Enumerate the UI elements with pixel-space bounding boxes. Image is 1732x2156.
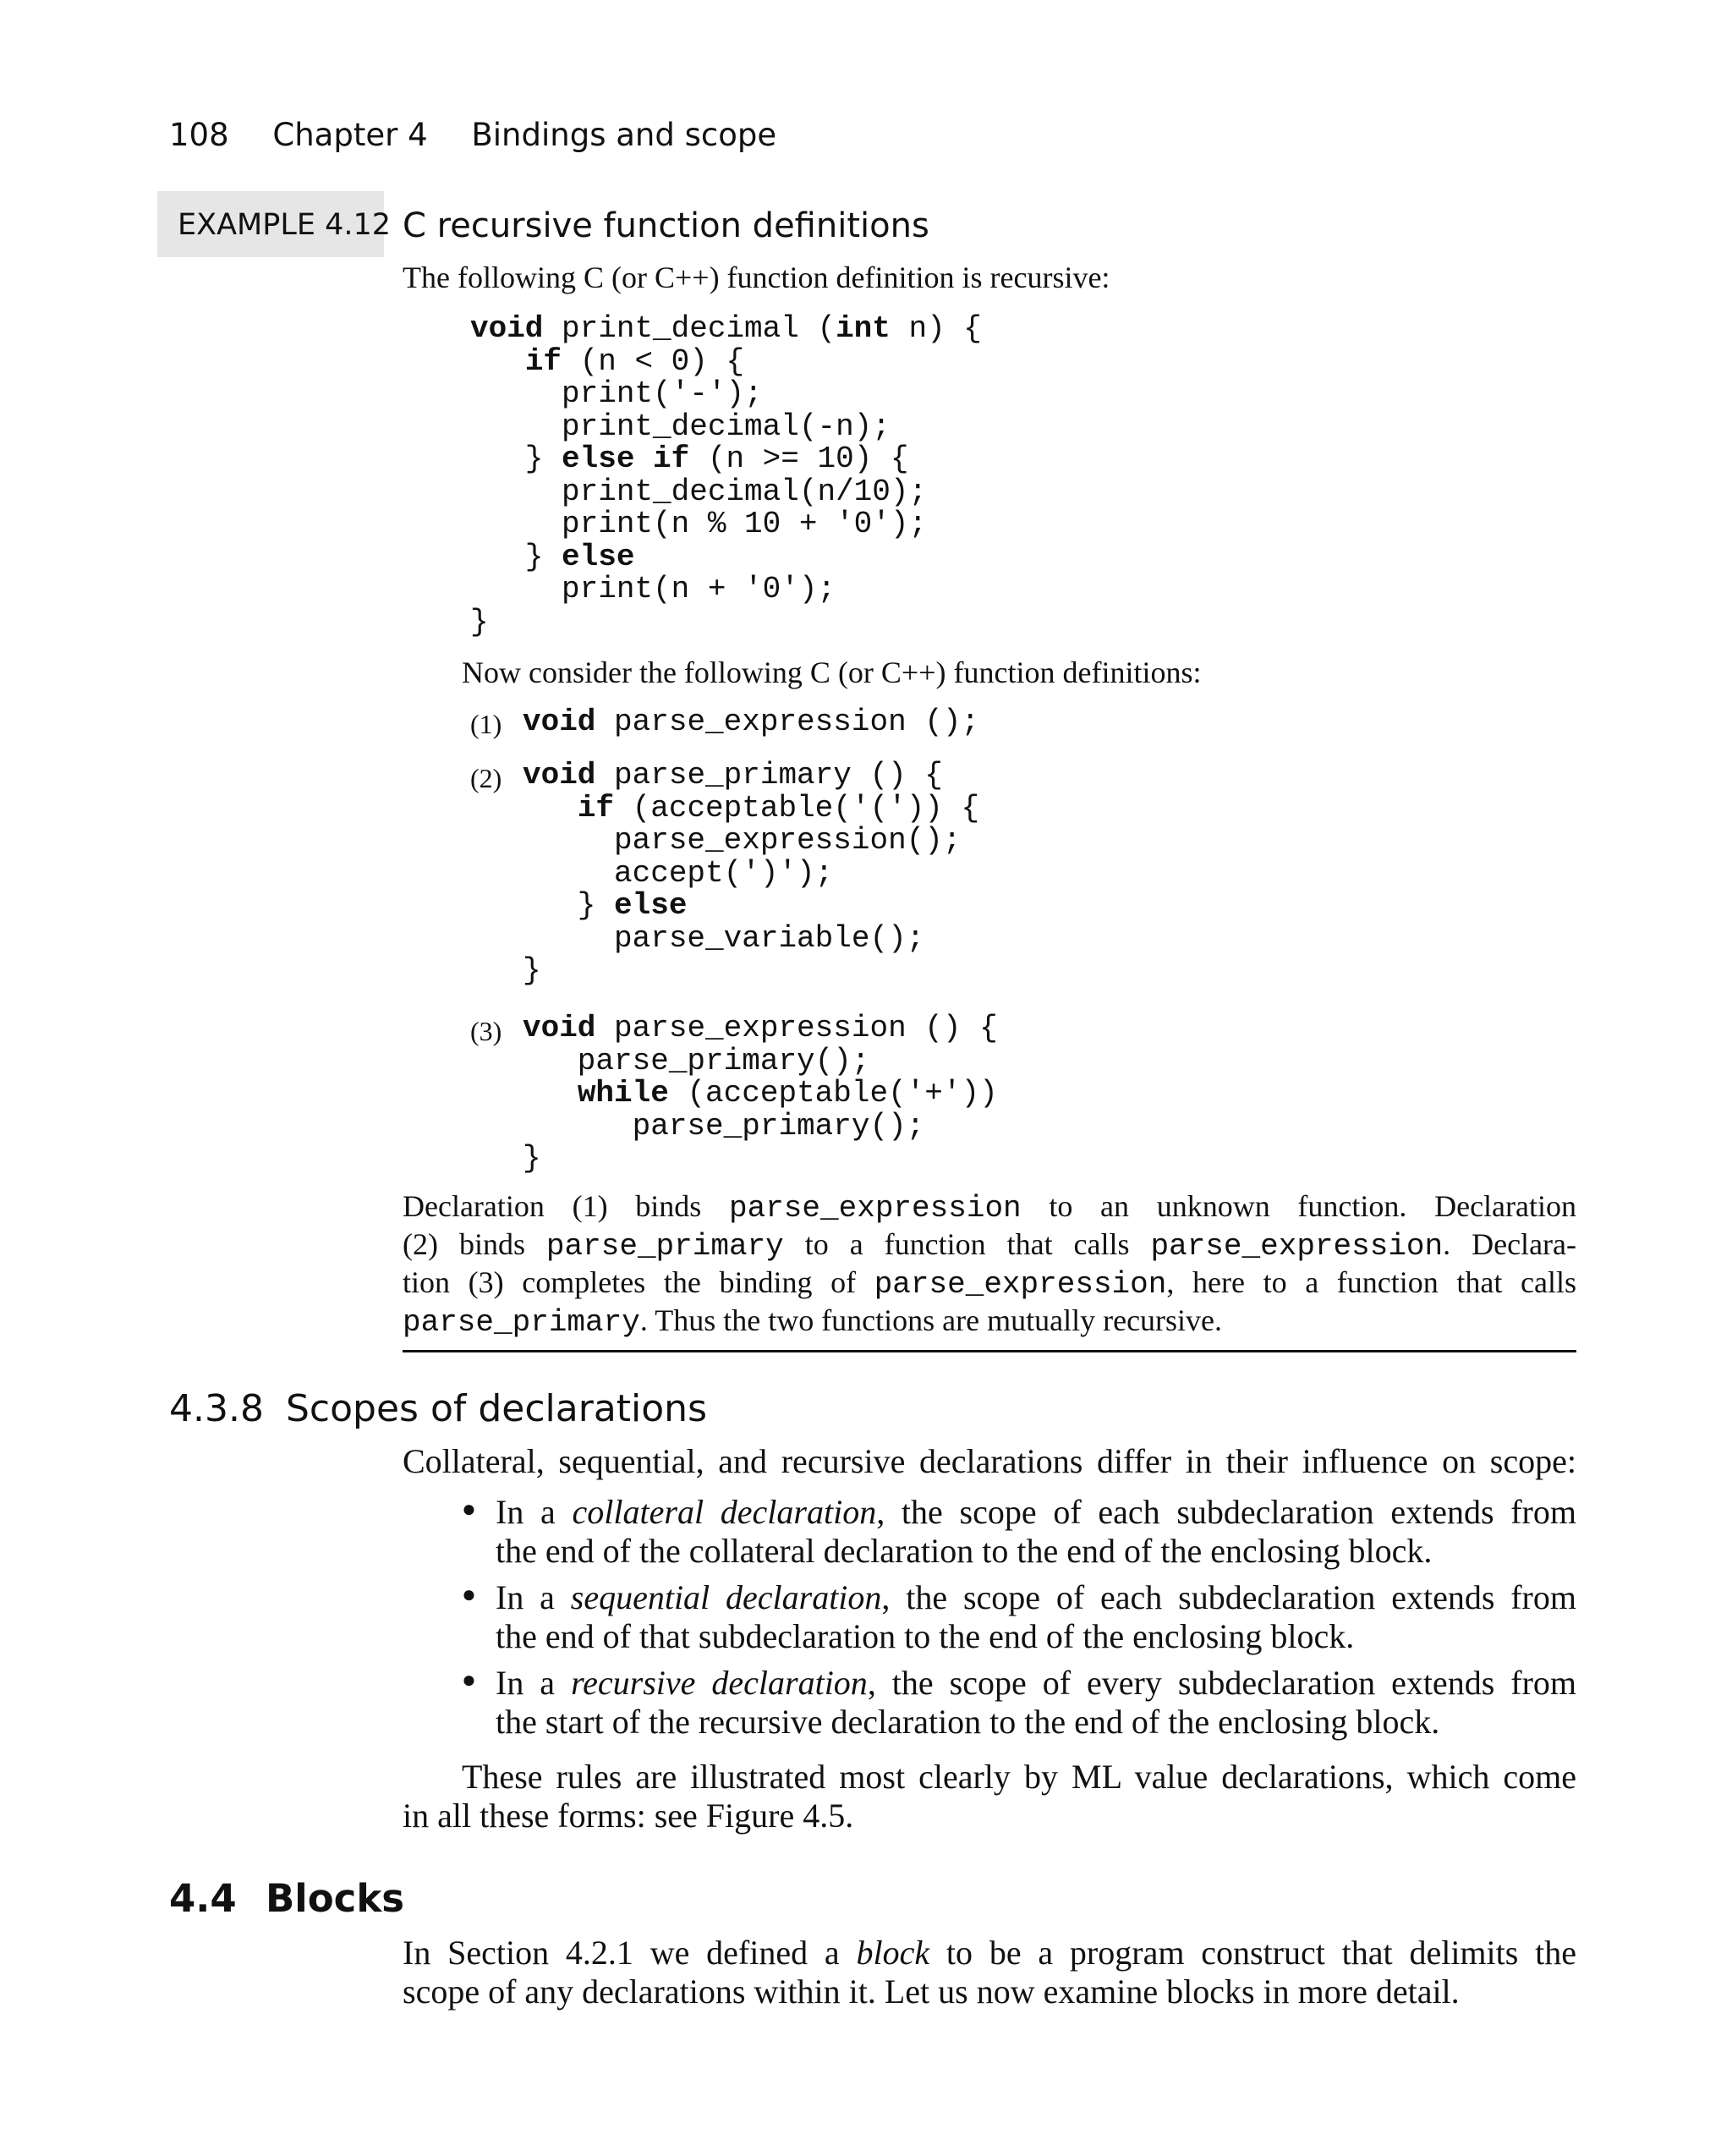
code-line — [523, 825, 979, 858]
scope-bullet-list — [462, 1493, 1576, 1742]
bullet-dot-icon: ● — [462, 1582, 476, 1608]
text-run: (acceptable('+')) — [668, 1076, 998, 1111]
bullet-2-line-2: the end of that subdeclaration to the end of the enclosing block. — [496, 1617, 1355, 1655]
example-tag: EXAMPLE 4.12 — [178, 208, 392, 242]
text-run: parse_expression () { — [595, 1011, 998, 1045]
bullet-2-line-1 — [496, 1578, 1576, 1617]
text-run: print_decimal(n/10); — [470, 474, 928, 509]
explanation-line-2 — [403, 1226, 1576, 1265]
code-line — [523, 890, 979, 923]
decl-number-2: (2) — [470, 763, 502, 793]
explanation-line-3 — [403, 1265, 1576, 1303]
inline-code: parse_primary — [403, 1305, 640, 1340]
code-line — [470, 443, 982, 476]
bullet-3-line-1 — [496, 1664, 1576, 1703]
code-keyword: if — [577, 790, 615, 826]
text-run — [523, 1076, 578, 1111]
text-run: parse_primary(); — [523, 1108, 925, 1144]
section-438-closing — [403, 1758, 1576, 1835]
text-run: } — [470, 604, 489, 639]
code-decl-1 — [523, 706, 979, 739]
section-title-4-4: Blocks — [266, 1876, 405, 1921]
emphasis-term: sequential declaration — [570, 1578, 882, 1616]
text-run: parse_primary () { — [595, 758, 943, 793]
text-run: to be a program construct that delimits the — [929, 1934, 1577, 1972]
text-run: to an unknown function. Declaration — [1021, 1189, 1576, 1223]
code-line — [523, 760, 979, 793]
section-44-line-2: scope of any declarations within it. Let us now examine blocks in more detail. — [403, 1972, 1460, 2011]
code-keyword: else if — [562, 442, 690, 476]
code-line — [523, 1012, 998, 1045]
code-line — [523, 1045, 998, 1078]
section-44-paragraph — [403, 1934, 1576, 2011]
text-run — [470, 344, 525, 379]
code-line — [470, 476, 982, 509]
running-head — [169, 117, 776, 153]
code-line — [523, 1143, 998, 1176]
text-run: parse_expression(); — [523, 823, 962, 858]
bullet-1-line-1 — [496, 1493, 1576, 1532]
code-line — [523, 790, 980, 826]
list-item — [462, 1493, 1576, 1571]
inline-code: parse_expression — [1150, 1229, 1444, 1264]
text-run: parse_expression (); — [595, 705, 980, 739]
text-run: In a — [496, 1664, 572, 1702]
text-run: . Declara- — [1443, 1227, 1576, 1261]
example-intro: The following C (or C++) function definition is recursive: — [403, 261, 1110, 294]
text-run: Declaration (1) binds — [403, 1189, 729, 1223]
decl-number-3: (3) — [470, 1016, 502, 1046]
text-run: tion (3) completes the binding of — [403, 1265, 874, 1299]
text-run: print_decimal ( — [543, 311, 836, 346]
text-run: (acceptable('(')) { — [614, 790, 980, 826]
example-title: C recursive function definitions — [403, 206, 929, 245]
text-run: } — [523, 888, 615, 923]
text-run: , the scope of each subdeclaration extends from — [876, 1493, 1576, 1531]
decl-number-1: (1) — [470, 709, 502, 739]
section-44-line-1 — [403, 1934, 1576, 1972]
code-keyword: if — [524, 343, 562, 379]
code-keyword: void — [470, 311, 544, 346]
text-run: (2) binds — [403, 1227, 546, 1261]
list-item — [462, 1664, 1576, 1742]
code-keyword: else — [562, 539, 635, 574]
code-keyword: while — [577, 1076, 669, 1111]
code-line — [470, 508, 982, 541]
code-keyword: void — [523, 1011, 596, 1045]
code-decl-3 — [523, 1012, 998, 1176]
text-run: print(n % 10 + '0'); — [470, 507, 928, 541]
code-decl-2 — [523, 760, 979, 988]
text-run: n) { — [890, 311, 982, 346]
example-mid-text: Now consider the following C (or C++) function definitions: — [462, 656, 1202, 689]
code-keyword: void — [523, 758, 596, 793]
explanation-line-1 — [403, 1188, 1576, 1226]
example-end-rule — [403, 1350, 1576, 1352]
text-run: (n >= 10) { — [689, 442, 909, 476]
code-line — [523, 706, 979, 739]
list-item — [462, 1578, 1576, 1656]
bullet-1-line-2: the end of the collateral declaration to the end of the enclosing block. — [496, 1532, 1433, 1570]
code-line — [470, 343, 982, 379]
closing-line-2: in all these forms: see Figure 4.5. — [403, 1797, 854, 1835]
explanation-line-4 — [403, 1303, 1576, 1341]
code-line — [470, 606, 982, 639]
emphasis-term: block — [856, 1934, 930, 1972]
code-line — [523, 920, 979, 956]
code-keyword: void — [523, 705, 596, 739]
example-explanation — [403, 1188, 1576, 1341]
text-run: } — [523, 953, 541, 988]
text-run: print('-'); — [470, 376, 763, 411]
code-line — [470, 378, 982, 411]
text-run: , the scope of every subdeclaration extends from — [867, 1664, 1576, 1702]
text-run: print(n + '0'); — [470, 572, 836, 606]
text-run: , the scope of each subdeclaration extends from — [881, 1578, 1576, 1616]
chapter-label: Chapter 4 — [272, 117, 428, 153]
emphasis-term: collateral declaration — [572, 1493, 877, 1531]
code-line — [470, 411, 982, 444]
code-keyword: else — [614, 888, 688, 923]
code-keyword: int — [836, 311, 891, 346]
inline-code: parse_primary — [545, 1229, 784, 1264]
text-run: (n < 0) { — [562, 343, 745, 379]
code-line — [523, 1108, 998, 1144]
closing-line-1: These rules are illustrated most clearly by ML value declarations, which come — [462, 1758, 1576, 1796]
chapter-title: Bindings and scope — [471, 117, 777, 153]
code-print-decimal — [470, 313, 982, 639]
inline-code: parse_expression — [729, 1191, 1022, 1226]
code-line — [470, 541, 982, 574]
inline-code: parse_expression — [874, 1267, 1167, 1302]
text-run: parse_primary(); — [523, 1043, 870, 1078]
text-run: parse_variable(); — [523, 920, 925, 956]
code-line — [523, 1078, 998, 1111]
text-run: In a — [496, 1493, 573, 1531]
emphasis-term: recursive declaration — [571, 1664, 868, 1702]
text-run: } — [470, 539, 562, 574]
bullet-dot-icon: ● — [462, 1667, 476, 1693]
bullet-dot-icon: ● — [462, 1496, 476, 1522]
text-run: accept(')'); — [523, 855, 834, 891]
text-run: , here to a function that calls — [1166, 1265, 1576, 1299]
code-line — [470, 313, 982, 346]
code-line — [523, 855, 979, 891]
text-run: In a — [496, 1578, 571, 1616]
page-number: 108 — [169, 117, 229, 153]
text-run: . Thus the two functions are mutually recursive. — [639, 1303, 1223, 1337]
text-run: } — [523, 1141, 541, 1176]
section-number-4-4: 4.4 — [169, 1876, 237, 1921]
text-run: to a function that calls — [783, 1227, 1151, 1261]
section-title-4-3-8: Scopes of declarations — [286, 1387, 707, 1430]
section-number-4-3-8: 4.3.8 — [169, 1387, 264, 1430]
code-line — [470, 573, 982, 606]
bullet-3-line-2: the start of the recursive declaration to the end of the enclosing block. — [496, 1703, 1440, 1741]
text-run: } — [470, 442, 562, 476]
text-run — [523, 791, 578, 826]
code-line — [523, 955, 979, 988]
text-run: print_decimal(-n); — [470, 409, 891, 444]
text-run: In Section 4.2.1 we defined a — [403, 1934, 857, 1972]
section-438-intro: Collateral, sequential, and recursive declarations differ in their influence on scope: — [403, 1442, 1576, 1480]
